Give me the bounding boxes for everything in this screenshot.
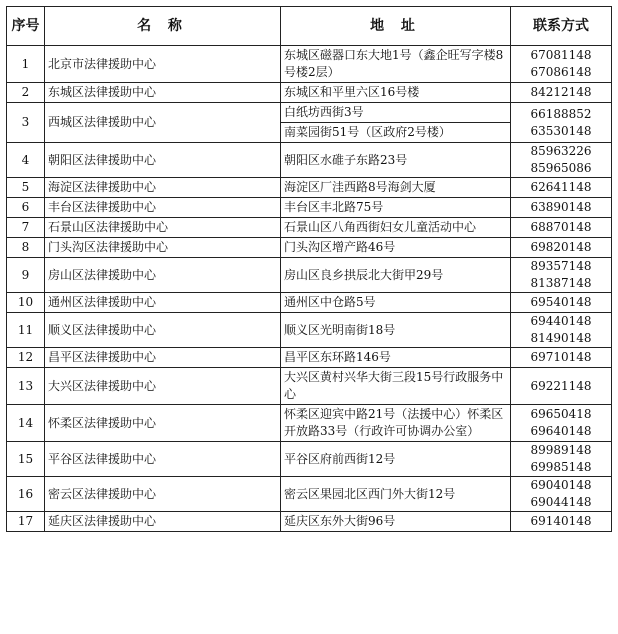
header-contact: 联系方式 <box>511 7 612 46</box>
row-phone <box>511 293 612 313</box>
table-row <box>7 238 612 258</box>
row-center-name: 怀柔区法律援助中心 <box>45 405 281 442</box>
phone-number: 89989148 <box>530 443 592 457</box>
address-line: 东城区磁器口东大地1号（鑫企旺写字楼8号楼2层） <box>284 48 504 79</box>
row-seq: 14 <box>7 405 45 442</box>
row-phone <box>511 512 612 532</box>
row-seq: 6 <box>7 198 45 218</box>
row-address <box>281 198 511 218</box>
phone-number: 81490148 <box>530 331 592 345</box>
row-seq: 1 <box>7 46 45 83</box>
row-address <box>281 46 511 83</box>
table-row <box>7 348 612 368</box>
row-address <box>281 405 511 442</box>
table-row <box>7 405 612 442</box>
address-line: 朝阳区水碓子东路23号 <box>284 152 408 167</box>
header-name: 名 称 <box>45 7 281 46</box>
phone-number: 69440148 <box>530 314 592 328</box>
table-row <box>7 477 612 512</box>
phone-number: 69221148 <box>530 378 592 393</box>
row-center-name: 通州区法律援助中心 <box>45 293 281 313</box>
table-row <box>7 83 612 103</box>
row-phone <box>511 218 612 238</box>
row-phone <box>511 258 612 293</box>
header-seq: 序号 <box>7 7 45 46</box>
phone-number: 69640148 <box>530 424 592 438</box>
row-address <box>281 143 511 178</box>
address-line: 东城区和平里六区16号楼 <box>284 85 420 99</box>
row-center-name: 西城区法律援助中心 <box>45 103 281 143</box>
row-seq: 2 <box>7 83 45 103</box>
row-phone <box>511 46 612 83</box>
table-row <box>7 103 612 143</box>
row-center-name: 海淀区法律援助中心 <box>45 178 281 198</box>
row-address <box>281 442 511 477</box>
row-seq: 3 <box>7 103 45 143</box>
address-line: 延庆区东外大街96号 <box>284 514 396 528</box>
address-line: 通州区中仓路5号 <box>284 295 376 309</box>
row-center-name: 密云区法律援助中心 <box>45 477 281 512</box>
row-phone <box>511 143 612 178</box>
row-seq: 12 <box>7 348 45 368</box>
phone-number: 69044148 <box>530 495 592 509</box>
row-center-name: 朝阳区法律援助中心 <box>45 143 281 178</box>
phone-number: 69140148 <box>530 514 592 528</box>
address-line: 顺义区光明南街18号 <box>284 322 396 337</box>
row-phone <box>511 313 612 348</box>
table-row <box>7 368 612 405</box>
row-address <box>281 368 511 405</box>
row-seq: 5 <box>7 178 45 198</box>
header-address: 地 址 <box>281 7 511 46</box>
phone-number: 69650418 <box>530 407 592 421</box>
phone-number: 62641148 <box>530 180 592 194</box>
row-seq: 16 <box>7 477 45 512</box>
phone-number: 69040148 <box>530 478 592 492</box>
row-address <box>281 313 511 348</box>
row-address <box>281 178 511 198</box>
phone-number: 69985148 <box>530 460 592 474</box>
row-center-name: 东城区法律援助中心 <box>45 83 281 103</box>
row-address <box>281 103 511 143</box>
address-line: 南菜园街51号（区政府2号楼） <box>281 122 510 142</box>
row-phone <box>511 368 612 405</box>
row-address <box>281 477 511 512</box>
row-center-name: 丰台区法律援助中心 <box>45 198 281 218</box>
table-row <box>7 46 612 83</box>
table-row <box>7 313 612 348</box>
row-address <box>281 238 511 258</box>
address-line: 密云区果园北区西门外大街12号 <box>284 486 456 501</box>
row-center-name: 北京市法律援助中心 <box>45 46 281 83</box>
row-seq: 13 <box>7 368 45 405</box>
row-seq: 10 <box>7 293 45 313</box>
table-row <box>7 218 612 238</box>
address-line: 石景山区八角西街妇女儿童活动中心 <box>284 220 477 234</box>
table-row <box>7 143 612 178</box>
address-line: 平谷区府前西街12号 <box>284 451 396 466</box>
row-seq: 15 <box>7 442 45 477</box>
address-line: 昌平区东环路146号 <box>284 350 391 364</box>
table-row <box>7 258 612 293</box>
legal-aid-directory <box>6 6 612 532</box>
phone-number: 66188852 <box>530 106 592 121</box>
address-line: 白纸坊西街3号 <box>284 105 364 119</box>
phone-number: 63890148 <box>530 200 592 214</box>
row-phone <box>511 405 612 442</box>
row-seq: 7 <box>7 218 45 238</box>
phone-number: 84212148 <box>530 85 592 99</box>
row-seq: 11 <box>7 313 45 348</box>
table-row <box>7 198 612 218</box>
row-phone <box>511 238 612 258</box>
phone-number: 81387148 <box>530 276 592 290</box>
row-phone <box>511 198 612 218</box>
address-line: 海淀区厂洼西路8号海剑大厦 <box>284 180 436 194</box>
phone-number: 69710148 <box>530 350 592 364</box>
row-phone <box>511 477 612 512</box>
phone-number: 69540148 <box>530 295 592 309</box>
row-address <box>281 348 511 368</box>
phone-number: 89357148 <box>530 259 592 273</box>
phone-number: 85965086 <box>530 161 592 175</box>
row-center-name: 石景山区法律援助中心 <box>45 218 281 238</box>
table-row <box>7 178 612 198</box>
phone-number: 69820148 <box>530 240 592 254</box>
row-phone <box>511 83 612 103</box>
table-row <box>7 442 612 477</box>
address-line: 门头沟区增产路46号 <box>284 240 396 254</box>
address-line: 房山区良乡拱辰北大街甲29号 <box>284 267 444 282</box>
phone-number: 67081148 <box>530 48 592 62</box>
row-address <box>281 258 511 293</box>
row-address <box>281 512 511 532</box>
phone-number: 85963226 <box>530 144 592 158</box>
phone-number: 63530148 <box>530 123 592 138</box>
row-address <box>281 83 511 103</box>
address-line: 怀柔区迎宾中路21号（法援中心）怀柔区开放路33号（行政许可协调办公室） <box>284 407 504 438</box>
row-seq: 9 <box>7 258 45 293</box>
row-center-name: 延庆区法律援助中心 <box>45 512 281 532</box>
row-seq: 17 <box>7 512 45 532</box>
row-seq: 8 <box>7 238 45 258</box>
address-line: 丰台区丰北路75号 <box>284 200 384 214</box>
row-center-name: 门头沟区法律援助中心 <box>45 238 281 258</box>
legal-aid-table <box>6 6 612 532</box>
table-row <box>7 293 612 313</box>
row-phone <box>511 442 612 477</box>
address-line: 大兴区黄村兴华大街三段15号行政服务中心 <box>284 370 504 401</box>
row-center-name: 房山区法律援助中心 <box>45 258 281 293</box>
row-center-name: 顺义区法律援助中心 <box>45 313 281 348</box>
row-phone <box>511 178 612 198</box>
row-address <box>281 218 511 238</box>
phone-number: 67086148 <box>530 65 592 79</box>
row-phone <box>511 348 612 368</box>
row-center-name: 平谷区法律援助中心 <box>45 442 281 477</box>
phone-number: 68870148 <box>530 220 592 234</box>
row-center-name: 大兴区法律援助中心 <box>45 368 281 405</box>
table-row <box>7 512 612 532</box>
row-center-name: 昌平区法律援助中心 <box>45 348 281 368</box>
row-seq: 4 <box>7 143 45 178</box>
row-address <box>281 293 511 313</box>
table-header-row <box>7 7 612 46</box>
row-phone <box>511 103 612 143</box>
